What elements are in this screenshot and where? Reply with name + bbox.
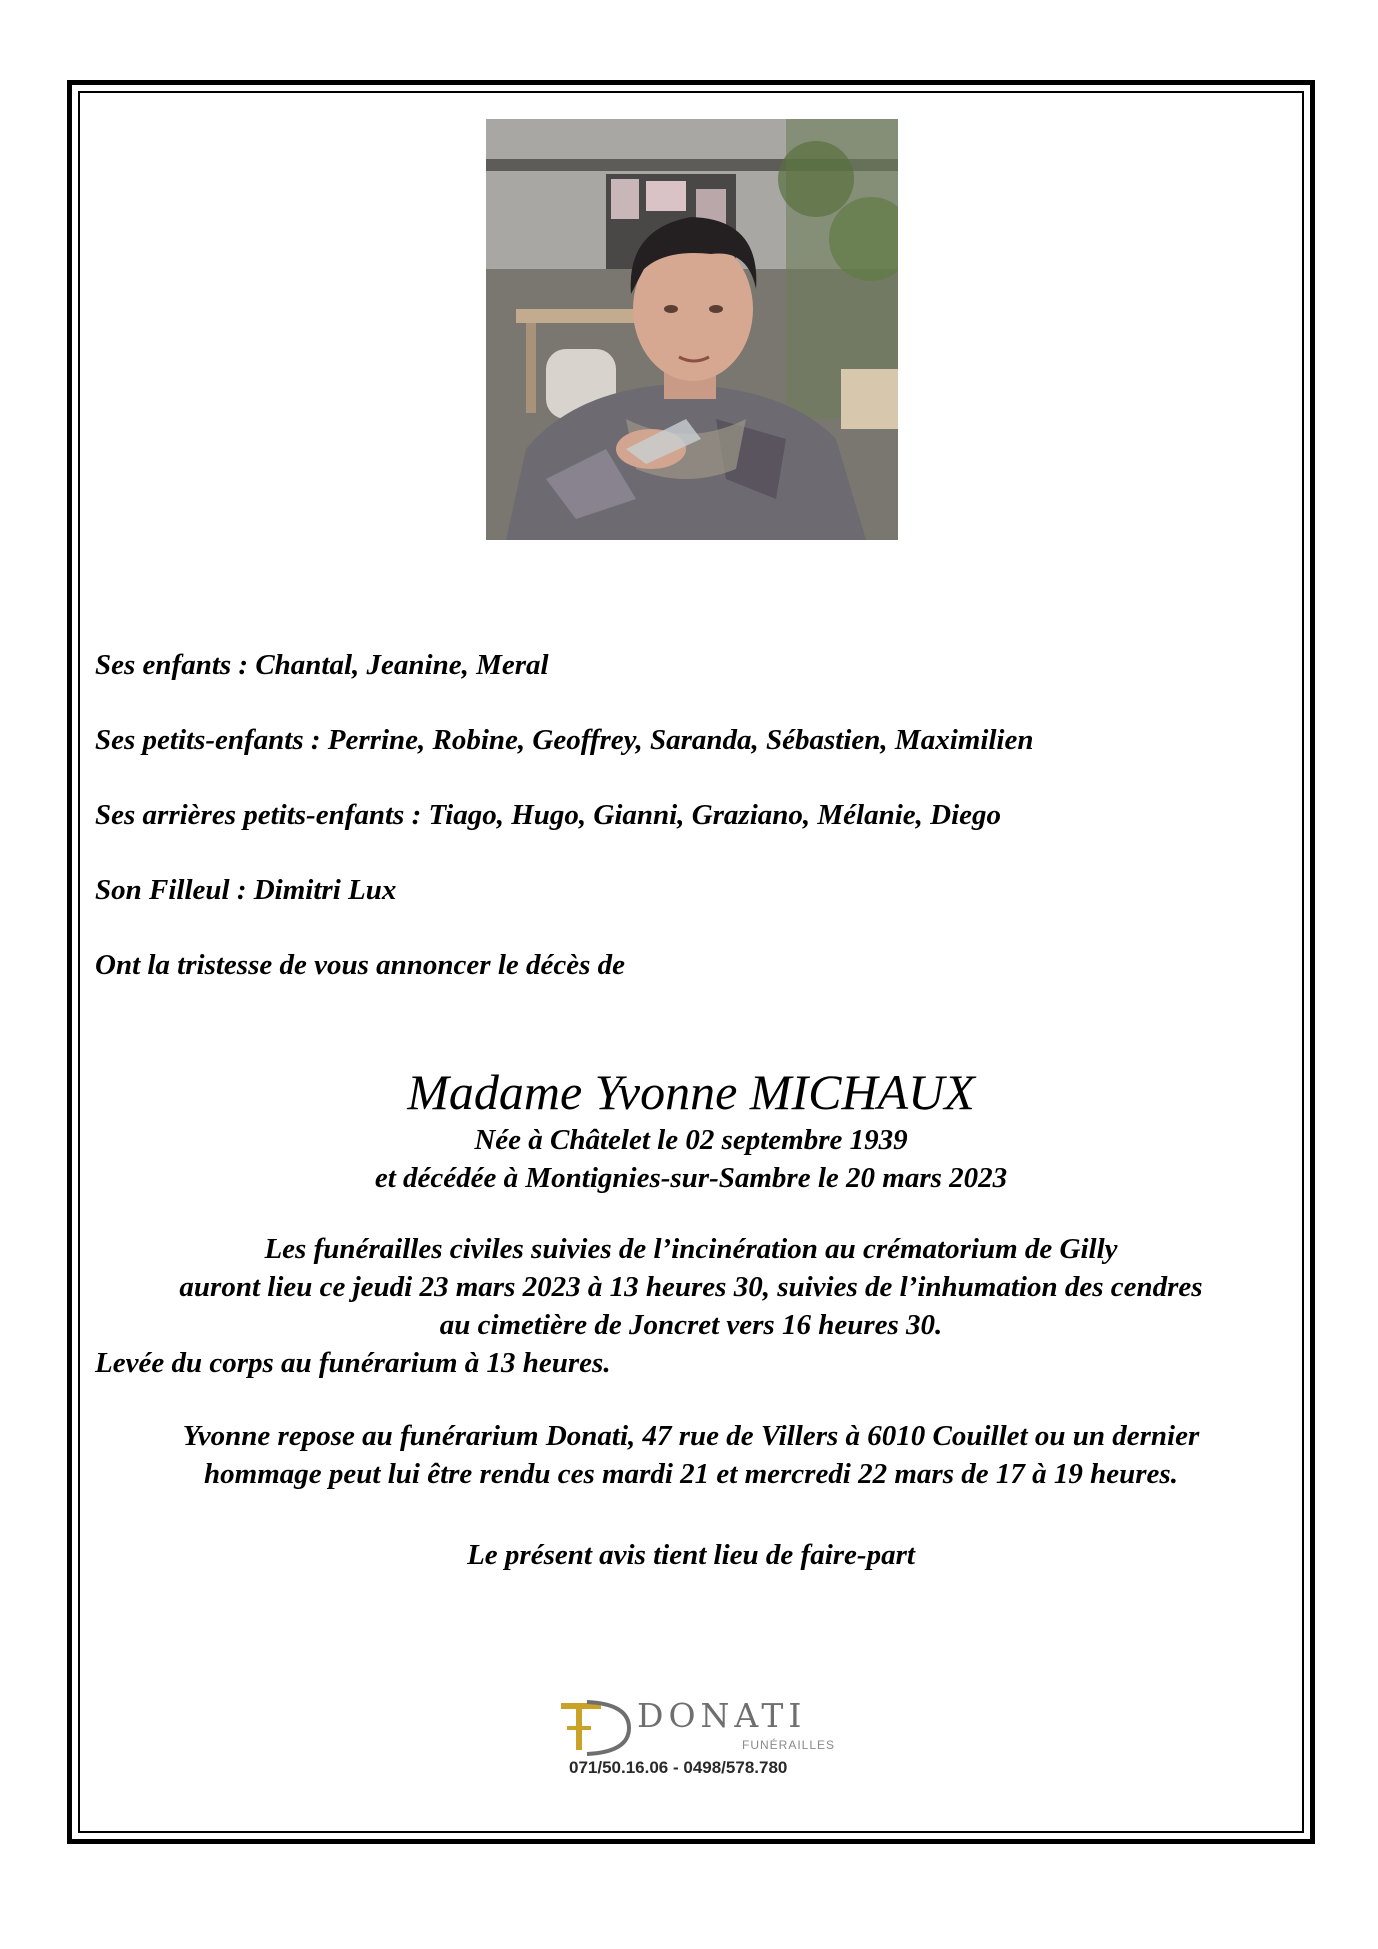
children-line: Ses enfants : Chantal, Jeanine, Meral — [95, 649, 549, 681]
donati-monogram-icon — [557, 1696, 637, 1756]
funeral-line-1: Les funérailles civiles suivies de l’incinération au crématorium de Gilly — [264, 1233, 1118, 1265]
announcement-line: Ont la tristesse de vous annoncer le décès de — [95, 949, 626, 981]
deceased-name: Madame Yvonne MICHAUX — [407, 1064, 975, 1120]
birth-line: Née à Châtelet le 02 septembre 1939 — [474, 1124, 908, 1156]
visitation-line-1: Yvonne repose au funérarium Donati, 47 rue de Villers à 6010 Couillet ou un dernier — [182, 1420, 1200, 1452]
godson-line: Son Filleul : Dimitri Lux — [95, 874, 397, 906]
funeral-line-3: au cimetière de Joncret vers 16 heures 30. — [439, 1309, 943, 1341]
logo-subtitle: FUNÉRAILLES — [742, 1738, 836, 1752]
visitation-line-2: hommage peut lui être rendu ces mardi 21 et mercredi 22 mars de 17 à 19 heures. — [204, 1458, 1178, 1490]
donati-logo — [557, 1696, 836, 1784]
great-grandchildren-line: Ses arrières petits-enfants : Tiago, Hugo, Gianni, Graziano, Mélanie, Diego — [95, 799, 1002, 831]
notice-line: Le présent avis tient lieu de faire-part — [467, 1539, 915, 1571]
funeral-line-2: auront lieu ce jeudi 23 mars 2023 à 13 heures 30, suivies de l’inhumation des cendres — [179, 1271, 1203, 1303]
levee-line: Levée du corps au funérarium à 13 heures. — [95, 1347, 611, 1379]
death-line: et décédée à Montignies-sur-Sambre le 20 mars 2023 — [374, 1162, 1008, 1194]
portrait-photo — [486, 119, 898, 540]
logo-brand: DONATI — [637, 1696, 807, 1735]
logo-phones: 071/50.16.06 - 0498/578.780 — [569, 1758, 788, 1777]
grandchildren-line: Ses petits-enfants : Perrine, Robine, Geoffrey, Saranda, Sébastien, Maximilien — [95, 724, 1034, 756]
